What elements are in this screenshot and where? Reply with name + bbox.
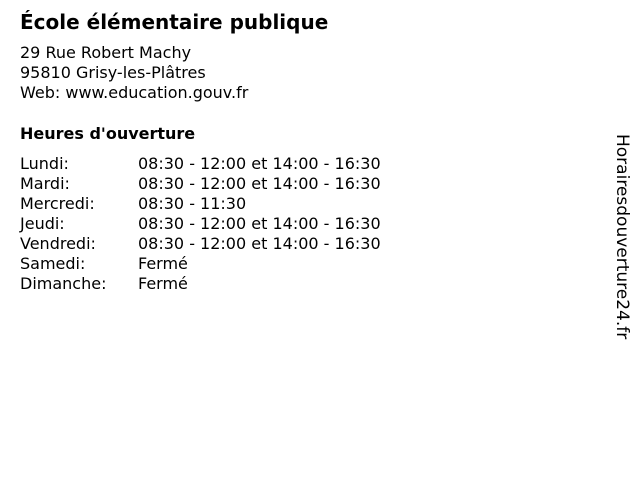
day-label: Dimanche: — [20, 274, 107, 293]
hours-row-saturday — [20, 254, 381, 274]
website-text: Web: www.education.gouv.fr — [20, 83, 249, 102]
time-value: 08:30 - 11:30 — [138, 194, 247, 213]
time-value: Fermé — [138, 254, 188, 273]
day-label: Mardi: — [20, 174, 70, 193]
hours-row-sunday — [20, 274, 381, 294]
time-value: 08:30 - 12:00 et 14:00 - 16:30 — [138, 174, 381, 193]
day-label: Lundi: — [20, 154, 69, 173]
hours-row-friday — [20, 234, 381, 254]
address-block — [20, 43, 248, 103]
hours-row-monday — [20, 154, 381, 174]
hours-heading: Heures d'ouverture — [20, 124, 196, 143]
hours-row-wednesday — [20, 194, 381, 214]
time-value: 08:30 - 12:00 et 14:00 - 16:30 — [138, 154, 381, 173]
street-address: 29 Rue Robert Machy — [20, 43, 192, 62]
time-value: 08:30 - 12:00 et 14:00 - 16:30 — [138, 214, 381, 233]
site-watermark: Horairesdouverture24.fr — [612, 134, 632, 340]
hours-row-thursday — [20, 214, 381, 234]
hours-row-tuesday — [20, 174, 381, 194]
page-title: École élémentaire publique — [20, 10, 329, 34]
time-value: Fermé — [138, 274, 188, 293]
city-address: 95810 Grisy-les-Plâtres — [20, 63, 206, 82]
day-label: Vendredi: — [20, 234, 96, 253]
day-label: Mercredi: — [20, 194, 95, 213]
hours-table — [20, 154, 381, 294]
day-label: Samedi: — [20, 254, 86, 273]
time-value: 08:30 - 12:00 et 14:00 - 16:30 — [138, 234, 381, 253]
day-label: Jeudi: — [20, 214, 65, 233]
